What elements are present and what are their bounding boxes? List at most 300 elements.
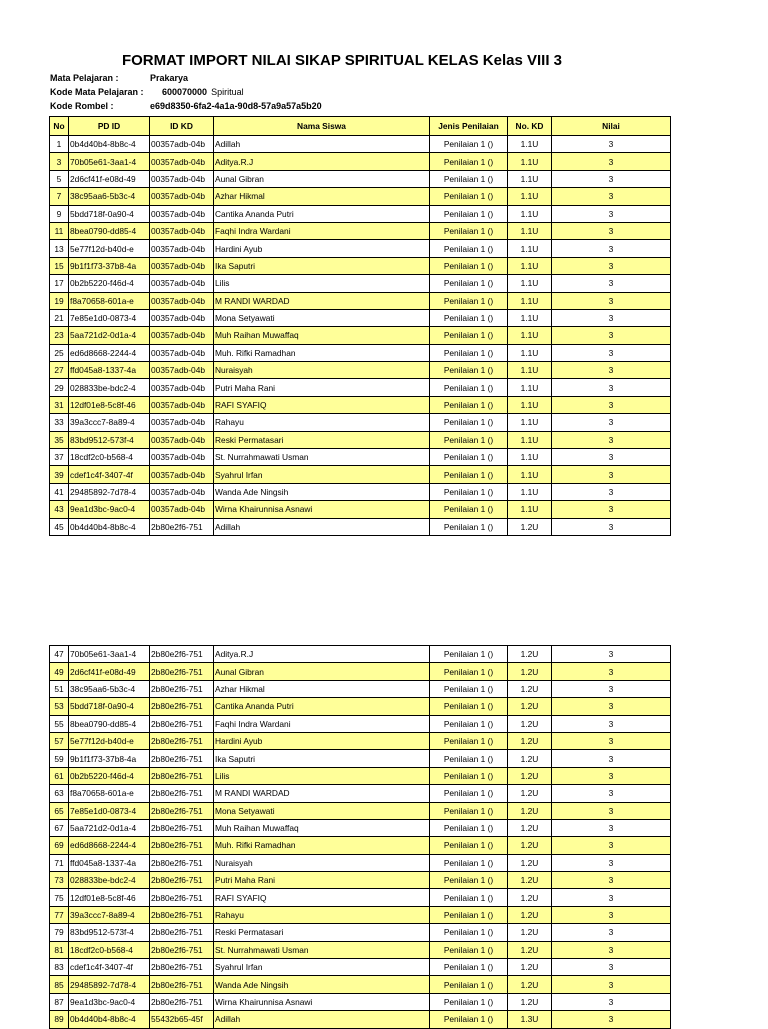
jenis-penilaian-cell: Penilaian 1 () [430,501,508,518]
nilai-cell: 3 [552,837,671,854]
jenis-penilaian-cell: Penilaian 1 () [430,872,508,889]
pd-id-cell: 9b1f1f73-37b8-4a [69,750,150,767]
no-kd-cell: 1.2U [508,732,552,749]
no-kd-cell: 1.1U [508,222,552,239]
no-cell: 27 [50,362,69,379]
no-cell: 65 [50,802,69,819]
table-row [50,170,671,187]
table-row [50,414,671,431]
no-kd-cell: 1.1U [508,414,552,431]
table-row [50,646,671,663]
jenis-penilaian-cell: Penilaian 1 () [430,802,508,819]
no-cell: 63 [50,785,69,802]
no-kd-cell: 1.1U [508,188,552,205]
no-kd-cell: 1.2U [508,785,552,802]
no-cell: 23 [50,327,69,344]
nama-siswa-cell: Nuraisyah [214,854,430,871]
jenis-penilaian-cell: Penilaian 1 () [430,396,508,413]
id-kd-cell: 2b80e2f6-751 [150,941,214,958]
pd-id-cell: 18cdf2c0-b568-4 [69,941,150,958]
no-cell: 69 [50,837,69,854]
nama-siswa-cell: St. Nurrahmawati Usman [214,941,430,958]
nama-siswa-cell: Cantika Ananda Putri [214,698,430,715]
nilai-cell: 3 [552,976,671,993]
table-row [50,379,671,396]
pd-id-cell: cdef1c4f-3407-4f [69,466,150,483]
id-kd-cell: 2b80e2f6-751 [150,976,214,993]
jenis-penilaian-cell: Penilaian 1 () [430,466,508,483]
table-row [50,767,671,784]
pd-id-cell: 83bd9512-573f-4 [69,924,150,941]
no-cell: 73 [50,872,69,889]
nilai-cell: 3 [552,327,671,344]
table-row [50,906,671,923]
meta-label: Kode Rombel : [50,101,114,111]
no-kd-cell: 1.2U [508,646,552,663]
nilai-table-2 [49,645,671,1029]
no-kd-cell: 1.1U [508,257,552,274]
nama-siswa-cell: Putri Maha Rani [214,379,430,396]
table-row [50,188,671,205]
jenis-penilaian-cell: Penilaian 1 () [430,327,508,344]
nama-siswa-cell: Wirna Khairunnisa Asnawi [214,993,430,1010]
id-kd-cell: 2b80e2f6-751 [150,698,214,715]
id-kd-cell: 2b80e2f6-751 [150,715,214,732]
no-kd-cell: 1.1U [508,309,552,326]
jenis-penilaian-cell: Penilaian 1 () [430,136,508,153]
jenis-penilaian-cell: Penilaian 1 () [430,414,508,431]
no-kd-cell: 1.1U [508,344,552,361]
id-kd-cell: 2b80e2f6-751 [150,959,214,976]
table-row [50,466,671,483]
table-row [50,153,671,170]
no-cell: 41 [50,483,69,500]
nama-siswa-cell: Aditya.R.J [214,646,430,663]
nama-siswa-cell: M RANDI WARDAD [214,785,430,802]
nama-siswa-cell: M RANDI WARDAD [214,292,430,309]
id-kd-cell: 00357adb-04b [150,449,214,466]
no-cell: 19 [50,292,69,309]
pd-id-cell: f8a70658-601a-e [69,785,150,802]
no-cell: 7 [50,188,69,205]
no-cell: 45 [50,518,69,535]
jenis-penilaian-cell: Penilaian 1 () [430,698,508,715]
id-kd-cell: 2b80e2f6-751 [150,750,214,767]
nilai-cell: 3 [552,680,671,697]
no-kd-cell: 1.2U [508,906,552,923]
id-kd-cell: 2b80e2f6-751 [150,889,214,906]
table-row [50,837,671,854]
no-kd-cell: 1.2U [508,767,552,784]
id-kd-cell: 2b80e2f6-751 [150,924,214,941]
table-row [50,257,671,274]
id-kd-cell: 00357adb-04b [150,240,214,257]
nilai-cell: 3 [552,153,671,170]
id-kd-cell: 00357adb-04b [150,327,214,344]
pd-id-cell: 38c95aa6-5b3c-4 [69,188,150,205]
nilai-cell: 3 [552,941,671,958]
no-cell: 29 [50,379,69,396]
pd-id-cell: 29485892-7d78-4 [69,976,150,993]
nilai-cell: 3 [552,240,671,257]
jenis-penilaian-cell: Penilaian 1 () [430,646,508,663]
no-cell: 77 [50,906,69,923]
table-row [50,680,671,697]
table-row [50,518,671,535]
nama-siswa-cell: Adillah [214,136,430,153]
pd-id-cell: 028833be-bdc2-4 [69,872,150,889]
no-kd-cell: 1.2U [508,976,552,993]
pd-id-cell: 70b05e61-3aa1-4 [69,646,150,663]
pd-id-cell: 8bea0790-dd85-4 [69,222,150,239]
nama-siswa-cell: Syahrul Irfan [214,466,430,483]
nama-siswa-cell: Adillah [214,518,430,535]
no-cell: 61 [50,767,69,784]
nama-siswa-cell: Wirna Khairunnisa Asnawi [214,501,430,518]
nilai-cell: 3 [552,222,671,239]
jenis-penilaian-cell: Penilaian 1 () [430,854,508,871]
nilai-cell: 3 [552,188,671,205]
nilai-cell: 3 [552,767,671,784]
meta-value: Prakarya [150,73,189,83]
id-kd-cell: 00357adb-04b [150,205,214,222]
nilai-cell: 3 [552,136,671,153]
table-row [50,924,671,941]
no-kd-cell: 1.1U [508,170,552,187]
pd-id-cell: 29485892-7d78-4 [69,483,150,500]
table-row [50,327,671,344]
no-kd-cell: 1.2U [508,924,552,941]
id-kd-cell: 2b80e2f6-751 [150,837,214,854]
id-kd-cell: 2b80e2f6-751 [150,802,214,819]
table-header-row [50,117,671,136]
no-kd-cell: 1.1U [508,275,552,292]
pd-id-cell: 0b4d40b4-8b8c-4 [69,518,150,535]
no-cell: 33 [50,414,69,431]
id-kd-cell: 00357adb-04b [150,379,214,396]
nilai-cell: 3 [552,205,671,222]
jenis-penilaian-cell: Penilaian 1 () [430,431,508,448]
meta-label: Kode Mata Pelajaran : [50,87,144,97]
id-kd-cell: 2b80e2f6-751 [150,680,214,697]
no-cell: 81 [50,941,69,958]
pd-id-cell: 9b1f1f73-37b8-4a [69,257,150,274]
nilai-cell: 3 [552,854,671,871]
table-row [50,1011,671,1028]
header-pd-id: PD ID [69,117,150,136]
pd-id-cell: ed6d8668-2244-4 [69,344,150,361]
id-kd-cell: 00357adb-04b [150,188,214,205]
table-row [50,750,671,767]
nilai-cell: 3 [552,431,671,448]
nama-siswa-cell: Muh. Rifki Ramadhan [214,837,430,854]
jenis-penilaian-cell: Penilaian 1 () [430,924,508,941]
no-cell: 59 [50,750,69,767]
table-row [50,872,671,889]
no-kd-cell: 1.2U [508,518,552,535]
pd-id-cell: ffd045a8-1337-4a [69,854,150,871]
no-cell: 83 [50,959,69,976]
no-cell: 51 [50,680,69,697]
nama-siswa-cell: Azhar Hikmal [214,680,430,697]
jenis-penilaian-cell: Penilaian 1 () [430,993,508,1010]
page-title: FORMAT IMPORT NILAI SIKAP SPIRITUAL KELAS Kelas VIII 3 [121,52,563,69]
nilai-cell: 3 [552,819,671,836]
table-row [50,889,671,906]
table-row [50,483,671,500]
no-cell: 57 [50,732,69,749]
header-nilai: Nilai [552,117,671,136]
nama-siswa-cell: Faqhi Indra Wardani [214,715,430,732]
jenis-penilaian-cell: Penilaian 1 () [430,362,508,379]
id-kd-cell: 00357adb-04b [150,483,214,500]
nama-siswa-cell: Cantika Ananda Putri [214,205,430,222]
no-cell: 71 [50,854,69,871]
id-kd-cell: 00357adb-04b [150,309,214,326]
nilai-cell: 3 [552,501,671,518]
jenis-penilaian-cell: Penilaian 1 () [430,750,508,767]
id-kd-cell: 2b80e2f6-751 [150,767,214,784]
no-kd-cell: 1.2U [508,959,552,976]
no-kd-cell: 1.2U [508,941,552,958]
jenis-penilaian-cell: Penilaian 1 () [430,170,508,187]
nilai-cell: 3 [552,732,671,749]
no-cell: 25 [50,344,69,361]
nilai-cell: 3 [552,993,671,1010]
nilai-cell: 3 [552,785,671,802]
no-cell: 47 [50,646,69,663]
pd-id-cell: 5bdd718f-0a90-4 [69,205,150,222]
nama-siswa-cell: Adillah [214,1011,430,1028]
table-row [50,785,671,802]
id-kd-cell: 55432b65-45f [150,1011,214,1028]
nilai-cell: 3 [552,1011,671,1028]
pd-id-cell: 5e77f12d-b40d-e [69,732,150,749]
table-row [50,240,671,257]
nilai-cell: 3 [552,309,671,326]
no-cell: 1 [50,136,69,153]
pd-id-cell: 12df01e8-5c8f-46 [69,889,150,906]
jenis-penilaian-cell: Penilaian 1 () [430,715,508,732]
table-row [50,698,671,715]
nama-siswa-cell: Muh Raihan Muwaffaq [214,327,430,344]
pd-id-cell: 0b4d40b4-8b8c-4 [69,136,150,153]
pd-id-cell: 5e77f12d-b40d-e [69,240,150,257]
nama-siswa-cell: Reski Permatasari [214,431,430,448]
nama-siswa-cell: Rahayu [214,414,430,431]
nilai-cell: 3 [552,292,671,309]
nama-siswa-cell: Aunal Gibran [214,170,430,187]
no-cell: 13 [50,240,69,257]
id-kd-cell: 00357adb-04b [150,275,214,292]
nama-siswa-cell: Mona Setyawati [214,309,430,326]
no-cell: 79 [50,924,69,941]
nama-siswa-cell: Reski Permatasari [214,924,430,941]
pd-id-cell: 83bd9512-573f-4 [69,431,150,448]
id-kd-cell: 2b80e2f6-751 [150,872,214,889]
table-row [50,501,671,518]
table-row [50,449,671,466]
no-kd-cell: 1.2U [508,680,552,697]
no-cell: 87 [50,993,69,1010]
jenis-penilaian-cell: Penilaian 1 () [430,240,508,257]
no-kd-cell: 1.1U [508,431,552,448]
nama-siswa-cell: Ika Saputri [214,750,430,767]
header-jenis-penilaian: Jenis Penilaian [430,117,508,136]
no-kd-cell: 1.1U [508,327,552,344]
pd-id-cell: 70b05e61-3aa1-4 [69,153,150,170]
id-kd-cell: 2b80e2f6-751 [150,646,214,663]
nilai-cell: 3 [552,275,671,292]
jenis-penilaian-cell: Penilaian 1 () [430,257,508,274]
nama-siswa-cell: RAFI SYAFIQ [214,889,430,906]
table-row [50,292,671,309]
jenis-penilaian-cell: Penilaian 1 () [430,819,508,836]
table-row [50,222,671,239]
jenis-penilaian-cell: Penilaian 1 () [430,906,508,923]
table-row [50,275,671,292]
nilai-cell: 3 [552,924,671,941]
jenis-penilaian-cell: Penilaian 1 () [430,483,508,500]
pd-id-cell: 2d6cf41f-e08d-49 [69,663,150,680]
nama-siswa-cell: St. Nurrahmawati Usman [214,449,430,466]
nama-siswa-cell: Lilis [214,767,430,784]
meta-mata-pelajaran [50,72,188,85]
jenis-penilaian-cell: Penilaian 1 () [430,941,508,958]
no-cell: 15 [50,257,69,274]
no-cell: 39 [50,466,69,483]
nilai-cell: 3 [552,518,671,535]
jenis-penilaian-cell: Penilaian 1 () [430,344,508,361]
pd-id-cell: 0b2b5220-f46d-4 [69,275,150,292]
nilai-cell: 3 [552,889,671,906]
no-cell: 3 [50,153,69,170]
jenis-penilaian-cell: Penilaian 1 () [430,292,508,309]
pd-id-cell: 9ea1d3bc-9ac0-4 [69,501,150,518]
id-kd-cell: 00357adb-04b [150,431,214,448]
table-row [50,941,671,958]
nilai-cell: 3 [552,750,671,767]
nilai-cell: 3 [552,396,671,413]
id-kd-cell: 00357adb-04b [150,257,214,274]
no-cell: 21 [50,309,69,326]
table-row [50,663,671,680]
id-kd-cell: 00357adb-04b [150,136,214,153]
meta-value: 600070000 [162,87,208,97]
jenis-penilaian-cell: Penilaian 1 () [430,1011,508,1028]
id-kd-cell: 2b80e2f6-751 [150,854,214,871]
id-kd-cell: 00357adb-04b [150,292,214,309]
jenis-penilaian-cell: Penilaian 1 () [430,785,508,802]
pd-id-cell: 7e85e1d0-0873-4 [69,802,150,819]
table-row [50,205,671,222]
pd-id-cell: 5bdd718f-0a90-4 [69,698,150,715]
table-row [50,802,671,819]
no-kd-cell: 1.2U [508,715,552,732]
jenis-penilaian-cell: Penilaian 1 () [430,959,508,976]
no-kd-cell: 1.1U [508,501,552,518]
id-kd-cell: 00357adb-04b [150,396,214,413]
id-kd-cell: 2b80e2f6-751 [150,993,214,1010]
id-kd-cell: 00357adb-04b [150,170,214,187]
table-row [50,819,671,836]
nilai-cell: 3 [552,414,671,431]
no-kd-cell: 1.1U [508,396,552,413]
no-kd-cell: 1.1U [508,379,552,396]
id-kd-cell: 00357adb-04b [150,362,214,379]
nama-siswa-cell: RAFI SYAFIQ [214,396,430,413]
table-row [50,854,671,871]
pd-id-cell: 5aa721d2-0d1a-4 [69,819,150,836]
no-cell: 49 [50,663,69,680]
jenis-penilaian-cell: Penilaian 1 () [430,837,508,854]
no-kd-cell: 1.2U [508,663,552,680]
table-row [50,993,671,1010]
nama-siswa-cell: Muh Raihan Muwaffaq [214,819,430,836]
no-cell: 5 [50,170,69,187]
no-kd-cell: 1.1U [508,466,552,483]
no-kd-cell: 1.2U [508,854,552,871]
nilai-cell: 3 [552,906,671,923]
nilai-cell: 3 [552,344,671,361]
nama-siswa-cell: Syahrul Irfan [214,959,430,976]
nilai-cell: 3 [552,646,671,663]
pd-id-cell: f8a70658-601a-e [69,292,150,309]
jenis-penilaian-cell: Penilaian 1 () [430,309,508,326]
nilai-cell: 3 [552,959,671,976]
nama-siswa-cell: Putri Maha Rani [214,872,430,889]
jenis-penilaian-cell: Penilaian 1 () [430,889,508,906]
table-row [50,136,671,153]
pd-id-cell: 8bea0790-dd85-4 [69,715,150,732]
no-cell: 11 [50,222,69,239]
id-kd-cell: 2b80e2f6-751 [150,663,214,680]
table-row [50,309,671,326]
no-kd-cell: 1.1U [508,240,552,257]
pd-id-cell: 2d6cf41f-e08d-49 [69,170,150,187]
meta-value: e69d8350-6fa2-4a1a-90d8-57a9a57a5b20 [150,101,322,111]
no-cell: 17 [50,275,69,292]
header-nama-siswa: Nama Siswa [214,117,430,136]
nama-siswa-cell: Ika Saputri [214,257,430,274]
no-kd-cell: 1.1U [508,362,552,379]
jenis-penilaian-cell: Penilaian 1 () [430,518,508,535]
no-cell: 31 [50,396,69,413]
pd-id-cell: 9ea1d3bc-9ac0-4 [69,993,150,1010]
nama-siswa-cell: Hardini Ayub [214,240,430,257]
nilai-cell: 3 [552,663,671,680]
nama-siswa-cell: Wanda Ade Ningsih [214,976,430,993]
pd-id-cell: 0b2b5220-f46d-4 [69,767,150,784]
no-kd-cell: 1.1U [508,136,552,153]
pd-id-cell: ed6d8668-2244-4 [69,837,150,854]
header-id-kd: ID KD [150,117,214,136]
meta-extra: Spiritual [211,87,244,97]
pd-id-cell: 028833be-bdc2-4 [69,379,150,396]
no-cell: 55 [50,715,69,732]
no-kd-cell: 1.2U [508,802,552,819]
id-kd-cell: 00357adb-04b [150,414,214,431]
nama-siswa-cell: Nuraisyah [214,362,430,379]
nama-siswa-cell: Azhar Hikmal [214,188,430,205]
pd-id-cell: 39a3ccc7-8a89-4 [69,414,150,431]
nilai-cell: 3 [552,698,671,715]
jenis-penilaian-cell: Penilaian 1 () [430,379,508,396]
jenis-penilaian-cell: Penilaian 1 () [430,663,508,680]
nama-siswa-cell: Aditya.R.J [214,153,430,170]
pd-id-cell: cdef1c4f-3407-4f [69,959,150,976]
table-row [50,715,671,732]
